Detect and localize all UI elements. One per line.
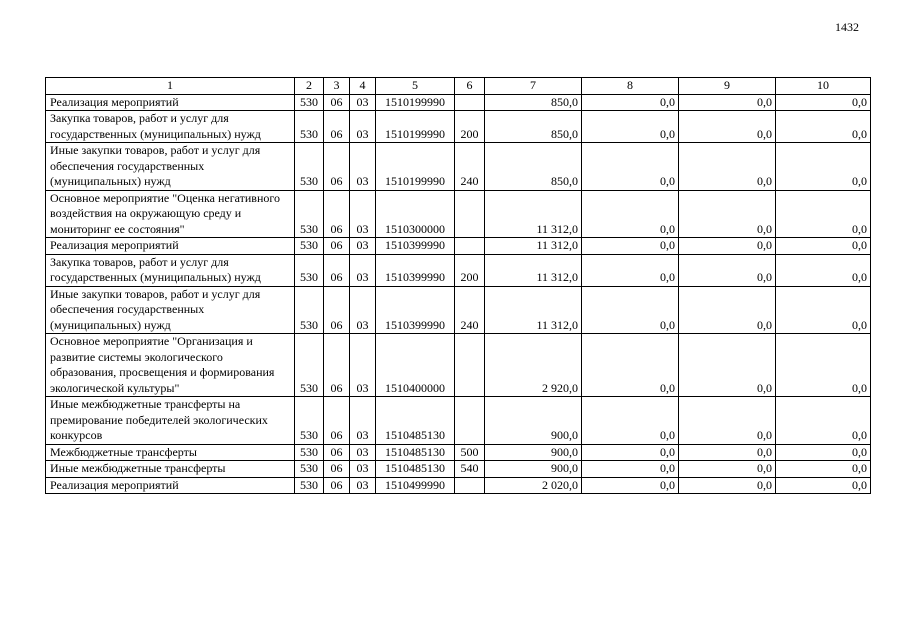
cell-expense-type: 240 xyxy=(455,286,485,334)
table-row xyxy=(46,111,871,143)
cell-subsection: 03 xyxy=(350,444,376,461)
cell-value-10: 0,0 xyxy=(776,286,871,334)
header-cell-1: 1 xyxy=(46,78,295,95)
header-row xyxy=(46,78,871,95)
cell-amount: 850,0 xyxy=(485,94,582,111)
cell-value-10: 0,0 xyxy=(776,397,871,445)
cell-admin-code: 530 xyxy=(295,238,324,255)
cell-admin-code: 530 xyxy=(295,94,324,111)
cell-name: Основное мероприятие "Оценка негативного воздействия на окружающую среду и мониторинг ее состояния" xyxy=(46,190,295,238)
cell-value-10: 0,0 xyxy=(776,444,871,461)
header-cell-5: 5 xyxy=(376,78,455,95)
cell-amount: 900,0 xyxy=(485,461,582,478)
cell-target-article: 1510199990 xyxy=(376,111,455,143)
cell-section: 06 xyxy=(324,286,350,334)
cell-name: Межбюджетные трансферты xyxy=(46,444,295,461)
cell-amount: 850,0 xyxy=(485,111,582,143)
cell-section: 06 xyxy=(324,444,350,461)
cell-value-9: 0,0 xyxy=(679,238,776,255)
header-cell-10: 10 xyxy=(776,78,871,95)
cell-target-article: 1510399990 xyxy=(376,286,455,334)
cell-amount: 11 312,0 xyxy=(485,286,582,334)
cell-name: Закупка товаров, работ и услуг для государственных (муниципальных) нужд xyxy=(46,111,295,143)
cell-subsection: 03 xyxy=(350,461,376,478)
table-header xyxy=(46,78,871,95)
cell-admin-code: 530 xyxy=(295,477,324,494)
cell-admin-code: 530 xyxy=(295,190,324,238)
cell-amount: 900,0 xyxy=(485,397,582,445)
cell-value-10: 0,0 xyxy=(776,477,871,494)
cell-amount: 11 312,0 xyxy=(485,238,582,255)
cell-value-9: 0,0 xyxy=(679,254,776,286)
table-row xyxy=(46,461,871,478)
cell-expense-type xyxy=(455,477,485,494)
cell-section: 06 xyxy=(324,238,350,255)
cell-expense-type: 200 xyxy=(455,111,485,143)
cell-target-article: 1510300000 xyxy=(376,190,455,238)
table-body xyxy=(46,94,871,494)
cell-value-9: 0,0 xyxy=(679,334,776,397)
cell-target-article: 1510199990 xyxy=(376,94,455,111)
cell-value-10: 0,0 xyxy=(776,111,871,143)
cell-target-article: 1510499990 xyxy=(376,477,455,494)
budget-table xyxy=(45,77,871,494)
cell-target-article: 1510199990 xyxy=(376,143,455,191)
cell-value-8: 0,0 xyxy=(582,94,679,111)
header-cell-7: 7 xyxy=(485,78,582,95)
header-cell-9: 9 xyxy=(679,78,776,95)
cell-expense-type: 200 xyxy=(455,254,485,286)
cell-name: Основное мероприятие "Организация и развитие системы экологического образования, просвещения и формирования экологической культуры" xyxy=(46,334,295,397)
cell-value-8: 0,0 xyxy=(582,111,679,143)
cell-value-10: 0,0 xyxy=(776,238,871,255)
cell-expense-type xyxy=(455,334,485,397)
table-row xyxy=(46,94,871,111)
cell-name: Закупка товаров, работ и услуг для государственных (муниципальных) нужд xyxy=(46,254,295,286)
cell-expense-type: 540 xyxy=(455,461,485,478)
cell-subsection: 03 xyxy=(350,143,376,191)
cell-section: 06 xyxy=(324,94,350,111)
cell-name: Иные межбюджетные трансферты xyxy=(46,461,295,478)
cell-name: Иные межбюджетные трансферты на премирование победителей экологических конкурсов xyxy=(46,397,295,445)
table-row xyxy=(46,143,871,191)
cell-name: Иные закупки товаров, работ и услуг для обеспечения государственных (муниципальных) нужд xyxy=(46,286,295,334)
cell-section: 06 xyxy=(324,143,350,191)
cell-subsection: 03 xyxy=(350,111,376,143)
cell-value-8: 0,0 xyxy=(582,190,679,238)
cell-name: Реализация мероприятий xyxy=(46,94,295,111)
cell-amount: 900,0 xyxy=(485,444,582,461)
cell-section: 06 xyxy=(324,477,350,494)
cell-section: 06 xyxy=(324,397,350,445)
cell-target-article: 1510400000 xyxy=(376,334,455,397)
cell-value-8: 0,0 xyxy=(582,477,679,494)
cell-value-10: 0,0 xyxy=(776,94,871,111)
cell-expense-type xyxy=(455,190,485,238)
cell-value-10: 0,0 xyxy=(776,190,871,238)
cell-admin-code: 530 xyxy=(295,461,324,478)
cell-section: 06 xyxy=(324,461,350,478)
cell-target-article: 1510399990 xyxy=(376,254,455,286)
cell-admin-code: 530 xyxy=(295,254,324,286)
header-cell-6: 6 xyxy=(455,78,485,95)
cell-value-10: 0,0 xyxy=(776,254,871,286)
cell-value-9: 0,0 xyxy=(679,444,776,461)
cell-admin-code: 530 xyxy=(295,286,324,334)
cell-value-9: 0,0 xyxy=(679,94,776,111)
cell-target-article: 1510399990 xyxy=(376,238,455,255)
cell-expense-type xyxy=(455,238,485,255)
cell-value-9: 0,0 xyxy=(679,286,776,334)
cell-subsection: 03 xyxy=(350,254,376,286)
cell-subsection: 03 xyxy=(350,286,376,334)
cell-value-9: 0,0 xyxy=(679,477,776,494)
cell-value-9: 0,0 xyxy=(679,461,776,478)
cell-value-8: 0,0 xyxy=(582,461,679,478)
cell-expense-type: 240 xyxy=(455,143,485,191)
cell-expense-type xyxy=(455,397,485,445)
cell-target-article: 1510485130 xyxy=(376,397,455,445)
cell-subsection: 03 xyxy=(350,94,376,111)
header-cell-8: 8 xyxy=(582,78,679,95)
header-cell-3: 3 xyxy=(324,78,350,95)
cell-value-8: 0,0 xyxy=(582,238,679,255)
page-number: 1432 xyxy=(835,20,859,34)
cell-subsection: 03 xyxy=(350,397,376,445)
cell-value-10: 0,0 xyxy=(776,461,871,478)
cell-value-10: 0,0 xyxy=(776,143,871,191)
cell-admin-code: 530 xyxy=(295,444,324,461)
cell-section: 06 xyxy=(324,111,350,143)
cell-value-8: 0,0 xyxy=(582,286,679,334)
table-row xyxy=(46,477,871,494)
cell-admin-code: 530 xyxy=(295,397,324,445)
cell-target-article: 1510485130 xyxy=(376,444,455,461)
cell-amount: 2 020,0 xyxy=(485,477,582,494)
cell-amount: 11 312,0 xyxy=(485,190,582,238)
header-cell-4: 4 xyxy=(350,78,376,95)
table-row xyxy=(46,254,871,286)
cell-value-8: 0,0 xyxy=(582,397,679,445)
cell-value-10: 0,0 xyxy=(776,334,871,397)
cell-target-article: 1510485130 xyxy=(376,461,455,478)
cell-name: Реализация мероприятий xyxy=(46,477,295,494)
cell-name: Реализация мероприятий xyxy=(46,238,295,255)
cell-admin-code: 530 xyxy=(295,111,324,143)
cell-expense-type: 500 xyxy=(455,444,485,461)
table-row xyxy=(46,238,871,255)
cell-value-9: 0,0 xyxy=(679,190,776,238)
table-row xyxy=(46,444,871,461)
cell-subsection: 03 xyxy=(350,238,376,255)
table-row xyxy=(46,286,871,334)
cell-subsection: 03 xyxy=(350,190,376,238)
cell-section: 06 xyxy=(324,334,350,397)
cell-value-9: 0,0 xyxy=(679,111,776,143)
cell-value-9: 0,0 xyxy=(679,397,776,445)
cell-name: Иные закупки товаров, работ и услуг для обеспечения государственных (муниципальных) нужд xyxy=(46,143,295,191)
cell-amount: 11 312,0 xyxy=(485,254,582,286)
table-row xyxy=(46,397,871,445)
cell-subsection: 03 xyxy=(350,477,376,494)
cell-amount: 850,0 xyxy=(485,143,582,191)
cell-admin-code: 530 xyxy=(295,334,324,397)
table-row xyxy=(46,190,871,238)
cell-section: 06 xyxy=(324,254,350,286)
header-cell-2: 2 xyxy=(295,78,324,95)
cell-value-8: 0,0 xyxy=(582,143,679,191)
cell-value-8: 0,0 xyxy=(582,254,679,286)
cell-section: 06 xyxy=(324,190,350,238)
table-row xyxy=(46,334,871,397)
cell-expense-type xyxy=(455,94,485,111)
cell-value-8: 0,0 xyxy=(582,444,679,461)
cell-value-9: 0,0 xyxy=(679,143,776,191)
cell-value-8: 0,0 xyxy=(582,334,679,397)
cell-amount: 2 920,0 xyxy=(485,334,582,397)
cell-subsection: 03 xyxy=(350,334,376,397)
cell-admin-code: 530 xyxy=(295,143,324,191)
